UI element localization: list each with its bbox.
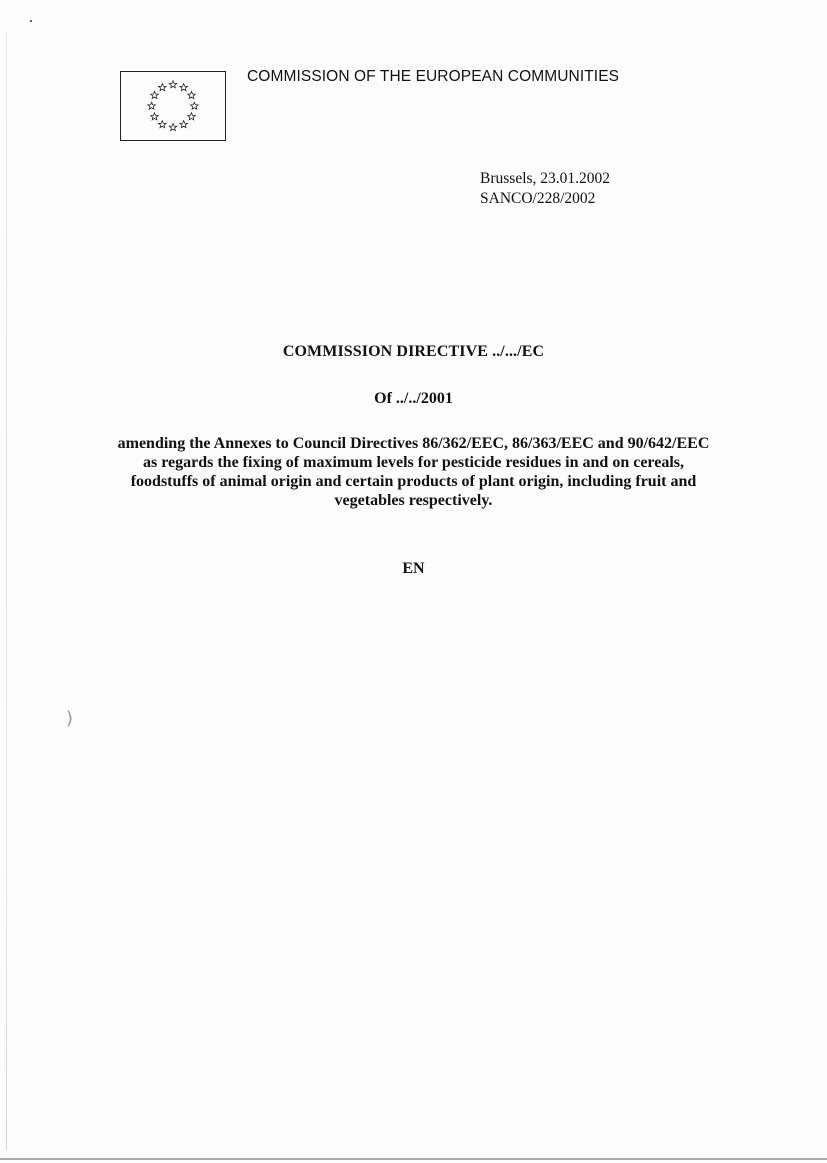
scan-mark: )	[66, 708, 74, 729]
star-icon	[159, 84, 167, 91]
scan-bottom-edge-artifact	[0, 1158, 827, 1160]
star-icon	[159, 121, 167, 128]
scan-edge-artifact	[6, 30, 7, 1150]
directive-subject	[0, 434, 827, 510]
institution-heading: COMMISSION OF THE EUROPEAN COMMUNITIES	[247, 68, 620, 85]
star-icon	[180, 84, 188, 91]
star-icon	[148, 102, 156, 109]
star-icon	[151, 113, 159, 120]
star-icon	[169, 81, 177, 88]
subject-line: vegetables respectively.	[334, 492, 493, 509]
subject-line: amending the Annexes to Council Directives 86/362/EEC, 86/363/EEC and 90/642/EEC	[117, 435, 710, 452]
star-icon	[188, 113, 196, 120]
place-and-date: Brussels, 23.01.2002	[480, 170, 611, 187]
eu-stars-circle-icon	[121, 72, 225, 140]
star-icon	[151, 91, 159, 98]
scan-speck	[30, 20, 32, 22]
language-code: EN	[402, 560, 425, 577]
star-icon	[191, 102, 199, 109]
star-icon	[180, 121, 188, 128]
document-meta	[480, 169, 610, 209]
reference-number: SANCO/228/2002	[480, 190, 596, 207]
star-icon	[169, 123, 177, 130]
subject-line: foodstuffs of animal origin and certain products of plant origin, including fruit and	[130, 473, 697, 490]
subject-line: as regards the fixing of maximum levels for pesticide residues in and on cereals,	[142, 454, 684, 471]
directive-title: COMMISSION DIRECTIVE ../.../EC	[282, 343, 545, 360]
directive-date: Of ../../2001	[374, 390, 453, 407]
star-icon	[188, 91, 196, 98]
eu-flag-icon	[120, 71, 226, 141]
